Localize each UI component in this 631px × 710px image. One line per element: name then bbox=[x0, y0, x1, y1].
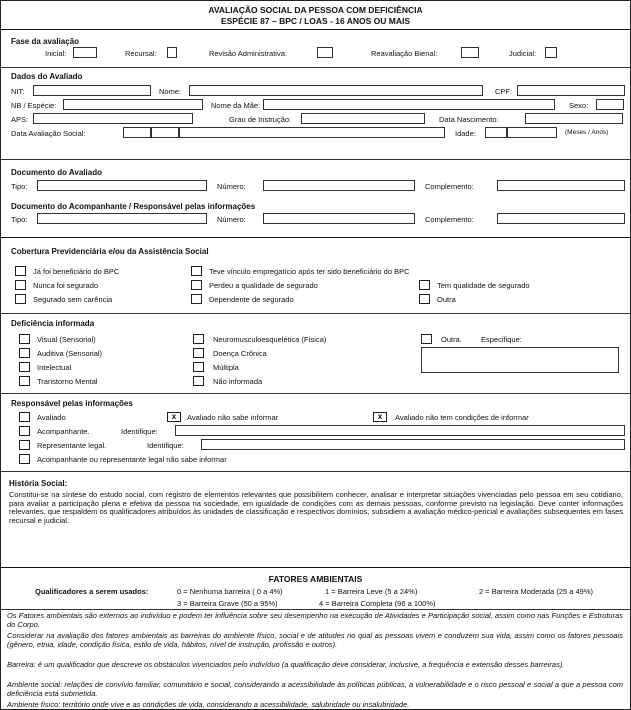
deficiencia-title: Deficiência informada bbox=[11, 319, 95, 328]
deficiencia-checkbox[interactable] bbox=[19, 362, 30, 372]
idade-unit-field[interactable] bbox=[507, 127, 557, 138]
responsavel-checkbox[interactable] bbox=[19, 426, 30, 436]
doc-acomp-numero-field[interactable] bbox=[263, 213, 415, 224]
grau-label: Grau de Instrução: bbox=[229, 115, 292, 124]
nb-label: NB / Espécie: bbox=[11, 101, 57, 110]
grau-field[interactable] bbox=[301, 113, 425, 124]
especifique-label: Especifique: bbox=[481, 335, 522, 344]
fase-reavaliacao-field[interactable] bbox=[461, 47, 479, 58]
representante-option: Representante legal. bbox=[37, 441, 107, 450]
nb-field[interactable] bbox=[63, 99, 203, 110]
fase-judicial-label: Judicial: bbox=[509, 49, 537, 58]
cobertura-option: Dependente de segurado bbox=[209, 295, 294, 304]
cobertura-checkbox[interactable] bbox=[419, 280, 430, 290]
acompanhante-option: Acompanhante. bbox=[37, 427, 90, 436]
doc-avaliado-complemento-field[interactable] bbox=[497, 180, 625, 191]
acompanhante-identifique-field[interactable] bbox=[175, 425, 625, 436]
cobertura-option: Tem qualidade de segurado bbox=[437, 281, 530, 290]
responsavel-checkbox[interactable] bbox=[19, 440, 30, 450]
qualificador-4: 4 = Barreira Completa (96 a 100%) bbox=[319, 599, 436, 608]
cobertura-option: Segurado sem carência bbox=[33, 295, 113, 304]
deficiencia-option: Não informada bbox=[213, 377, 263, 386]
cobertura-checkbox[interactable] bbox=[15, 266, 26, 276]
cobertura-option: Já foi beneficiário do BPC bbox=[33, 267, 120, 276]
cobertura-checkbox[interactable] bbox=[191, 266, 202, 276]
data-avaliacao-month[interactable] bbox=[151, 127, 179, 138]
nao-sabe-checkbox[interactable]: x bbox=[167, 412, 181, 422]
deficiencia-checkbox[interactable] bbox=[193, 362, 204, 372]
deficiencia-checkbox[interactable] bbox=[193, 376, 204, 386]
fase-recursal-label: Recursal: bbox=[125, 49, 157, 58]
responsavel-checkbox[interactable] bbox=[19, 454, 30, 464]
fase-judicial-field[interactable] bbox=[545, 47, 557, 58]
divider bbox=[1, 567, 630, 568]
divider bbox=[1, 609, 630, 610]
doc-acomp-complemento-field[interactable] bbox=[497, 213, 625, 224]
deficiencia-option: Neuromusculoesquelética (Física) bbox=[213, 335, 327, 344]
aps-label: APS: bbox=[11, 115, 29, 124]
sem-condicoes-option: Avaliado não tem condições de informar bbox=[395, 413, 529, 422]
especifique-textarea[interactable] bbox=[421, 347, 619, 373]
doc-acomp-title: Documento do Acompanhante / Responsável pelas informações bbox=[11, 202, 256, 211]
cobertura-checkbox[interactable] bbox=[419, 294, 430, 304]
cobertura-checkbox[interactable] bbox=[15, 294, 26, 304]
identifique-label: Identifique: bbox=[121, 427, 158, 436]
meses-anos-hint: (Meses / Anos) bbox=[565, 129, 609, 136]
fatores-paragraph-1: Os Fatores ambientais são externos ao indivíduo e podem ter influência sobre seu desempenho na execução de Atividades e Participação social, assim como nas Funções e Estruturas do Corpo. bbox=[7, 611, 623, 629]
qualificadores-label: Qualificadores a serem usados: bbox=[35, 587, 149, 596]
cpf-label: CPF: bbox=[495, 87, 513, 96]
avaliado-option: Avaliado bbox=[37, 413, 66, 422]
form-subtitle: ESPÉCIE 87 – BPC / LOAS - 16 ANOS OU MAIS bbox=[220, 16, 411, 26]
nao-sabe-acomp-option: Acompanhante ou representante legal não sabe informar bbox=[37, 455, 227, 464]
doc-acomp-complemento-label: Complemento: bbox=[425, 215, 474, 224]
deficiencia-checkbox[interactable] bbox=[19, 334, 30, 344]
nome-label: Nome: bbox=[159, 87, 182, 96]
cobertura-checkbox[interactable] bbox=[15, 280, 26, 290]
deficiencia-option: Intelectual bbox=[37, 363, 72, 372]
qualificador-1: 1 = Barreira Leve (5 a 24%) bbox=[325, 587, 418, 596]
data-avaliacao-year[interactable] bbox=[179, 127, 445, 138]
idade-field[interactable] bbox=[485, 127, 507, 138]
fatores-title: FATORES AMBIENTAIS bbox=[268, 574, 363, 584]
identifique-label: Identifique: bbox=[147, 441, 184, 450]
deficiencia-option: Transtorno Mental bbox=[37, 377, 98, 386]
aps-field[interactable] bbox=[33, 113, 193, 124]
doc-avaliado-numero-field[interactable] bbox=[263, 180, 415, 191]
fatores-paragraph-5: Ambiente físico: território onde vive e as condições de vida, considerando a acessibilidade, salubridade ou insalubridade. bbox=[7, 701, 410, 709]
doc-acomp-tipo-field[interactable] bbox=[37, 213, 207, 224]
divider bbox=[1, 471, 630, 472]
fase-inicial-label: Inicial: bbox=[45, 49, 67, 58]
doc-avaliado-title: Documento do Avaliado bbox=[11, 168, 102, 177]
nao-sabe-option: Avaliado não sabe informar bbox=[187, 413, 279, 422]
divider bbox=[1, 237, 630, 238]
qualificador-3: 3 = Barreira Grave (50 a 95%) bbox=[177, 599, 278, 608]
form-title: AVALIAÇÃO SOCIAL DA PESSOA COM DEFICIÊNCIA bbox=[208, 5, 423, 15]
responsavel-title: Responsável pelas informações bbox=[11, 399, 133, 408]
divider bbox=[1, 313, 630, 314]
doc-avaliado-complemento-label: Complemento: bbox=[425, 182, 474, 191]
deficiencia-option: Outra. bbox=[441, 335, 462, 344]
doc-avaliado-tipo-label: Tipo: bbox=[11, 182, 28, 191]
data-avaliacao-day[interactable] bbox=[123, 127, 151, 138]
divider bbox=[1, 159, 630, 160]
divider bbox=[1, 67, 630, 68]
cobertura-option: Outra bbox=[437, 295, 456, 304]
deficiencia-option: Auditiva (Sensorial) bbox=[37, 349, 103, 358]
nascimento-field[interactable] bbox=[525, 113, 623, 124]
deficiencia-checkbox[interactable] bbox=[19, 376, 30, 386]
cobertura-option: Perdeu a qualidade de segurado bbox=[209, 281, 318, 290]
dados-section-title: Dados do Avaliado bbox=[11, 72, 83, 81]
fase-recursal-field[interactable] bbox=[167, 47, 177, 58]
cobertura-option: Nunca foi segurado bbox=[33, 281, 99, 290]
deficiencia-checkbox[interactable] bbox=[193, 348, 204, 358]
deficiencia-checkbox[interactable] bbox=[19, 348, 30, 358]
cpf-field[interactable] bbox=[517, 85, 625, 96]
fase-revisao-field[interactable] bbox=[317, 47, 333, 58]
fase-inicial-field[interactable] bbox=[73, 47, 97, 58]
fatores-paragraph-3: Barreira: é um qualificador que descreve os obstáculos vivenciados pelo indivíduo (a qualificação deve considerar, inclusive, a frequência e extensão desses barreiras). bbox=[7, 660, 565, 669]
cobertura-option: Teve vínculo empregatício após ter sido beneficiário do BPC bbox=[209, 267, 410, 276]
deficiencia-checkbox[interactable] bbox=[193, 334, 204, 344]
mae-field[interactable] bbox=[263, 99, 555, 110]
idade-label: Idade: bbox=[455, 129, 476, 138]
nit-label: NIT: bbox=[11, 87, 25, 96]
doc-acomp-numero-label: Número: bbox=[217, 215, 246, 224]
responsavel-checkbox[interactable] bbox=[19, 412, 30, 422]
header-divider bbox=[1, 29, 630, 30]
fase-reavaliacao-label: Reavaliação Bienal: bbox=[371, 49, 438, 58]
divider bbox=[1, 393, 630, 394]
representante-identifique-field[interactable] bbox=[201, 439, 625, 450]
deficiencia-option: Visual (Sensorial) bbox=[37, 335, 96, 344]
doc-acomp-tipo-label: Tipo: bbox=[11, 215, 28, 224]
qualificador-2: 2 = Barreira Moderada (25 a 49%) bbox=[479, 587, 594, 596]
nascimento-label: Data Nascimento: bbox=[439, 115, 499, 124]
nome-field[interactable] bbox=[189, 85, 483, 96]
fatores-paragraph-2: Considerar na avaliação dos fatores ambientais as barreiras do ambiente físico, social e de atitudes no qual as pessoas vivem e conduzem sua vida, assim como os fatores pessoais (gênero, etnia, idade, condição física, estilo de vida, hábitos, nível de instrução, profissão e outros). bbox=[7, 631, 623, 649]
qualificador-0: 0 = Nenhuma barreira ( 0 a 4%) bbox=[177, 587, 283, 596]
deficiencia-option: Múltipla bbox=[213, 363, 239, 372]
sexo-field[interactable] bbox=[596, 99, 624, 110]
historia-text: Constitui-se na síntese do estudo social, com registro de elementos relevantes que possibilitem conhecer, analisar e interpretar situações vivenciadas pelo pessoa em seu cotidiano, para avaliar a participação plena e efetiva da pessoa na sociedade, em igualdade de condições com as demais pessoas, conforme previsto na legislação. Deve conter informações relevantes, que respaldem os qualificadores atribuídos às unidades de classificação e respectivos domínios, subsidiem a avaliação médico-pericial e avaliações subsequentes em fases recursal e judicial. bbox=[9, 490, 623, 525]
deficiencia-checkbox[interactable] bbox=[421, 334, 432, 344]
sem-condicoes-checkbox[interactable]: x bbox=[373, 412, 387, 422]
fase-section-title: Fase da avaliação bbox=[11, 37, 80, 46]
doc-avaliado-tipo-field[interactable] bbox=[37, 180, 207, 191]
cobertura-checkbox[interactable] bbox=[191, 294, 202, 304]
data-avaliacao-label: Data Avaliação Social: bbox=[11, 129, 86, 138]
nit-field[interactable] bbox=[33, 85, 151, 96]
fase-revisao-label: Revisão Administrativa: bbox=[209, 49, 287, 58]
mae-label: Nome da Mãe: bbox=[211, 101, 261, 110]
fatores-paragraph-4: Ambiente social: relações de convívio familiar, comunitário e social, considerando a acessibilidade às políticas públicas, a vulnerabilidade e o risco pessoal e social a que a pessoa com deficiência está submetida. bbox=[7, 680, 623, 698]
cobertura-title: Cobertura Previdenciária e/ou da Assistência Social bbox=[11, 247, 209, 256]
doc-avaliado-numero-label: Número: bbox=[217, 182, 246, 191]
sexo-label: Sexo: bbox=[569, 101, 589, 110]
cobertura-checkbox[interactable] bbox=[191, 280, 202, 290]
historia-title: História Social: bbox=[9, 479, 68, 488]
deficiencia-option: Doença Crônica bbox=[213, 349, 267, 358]
